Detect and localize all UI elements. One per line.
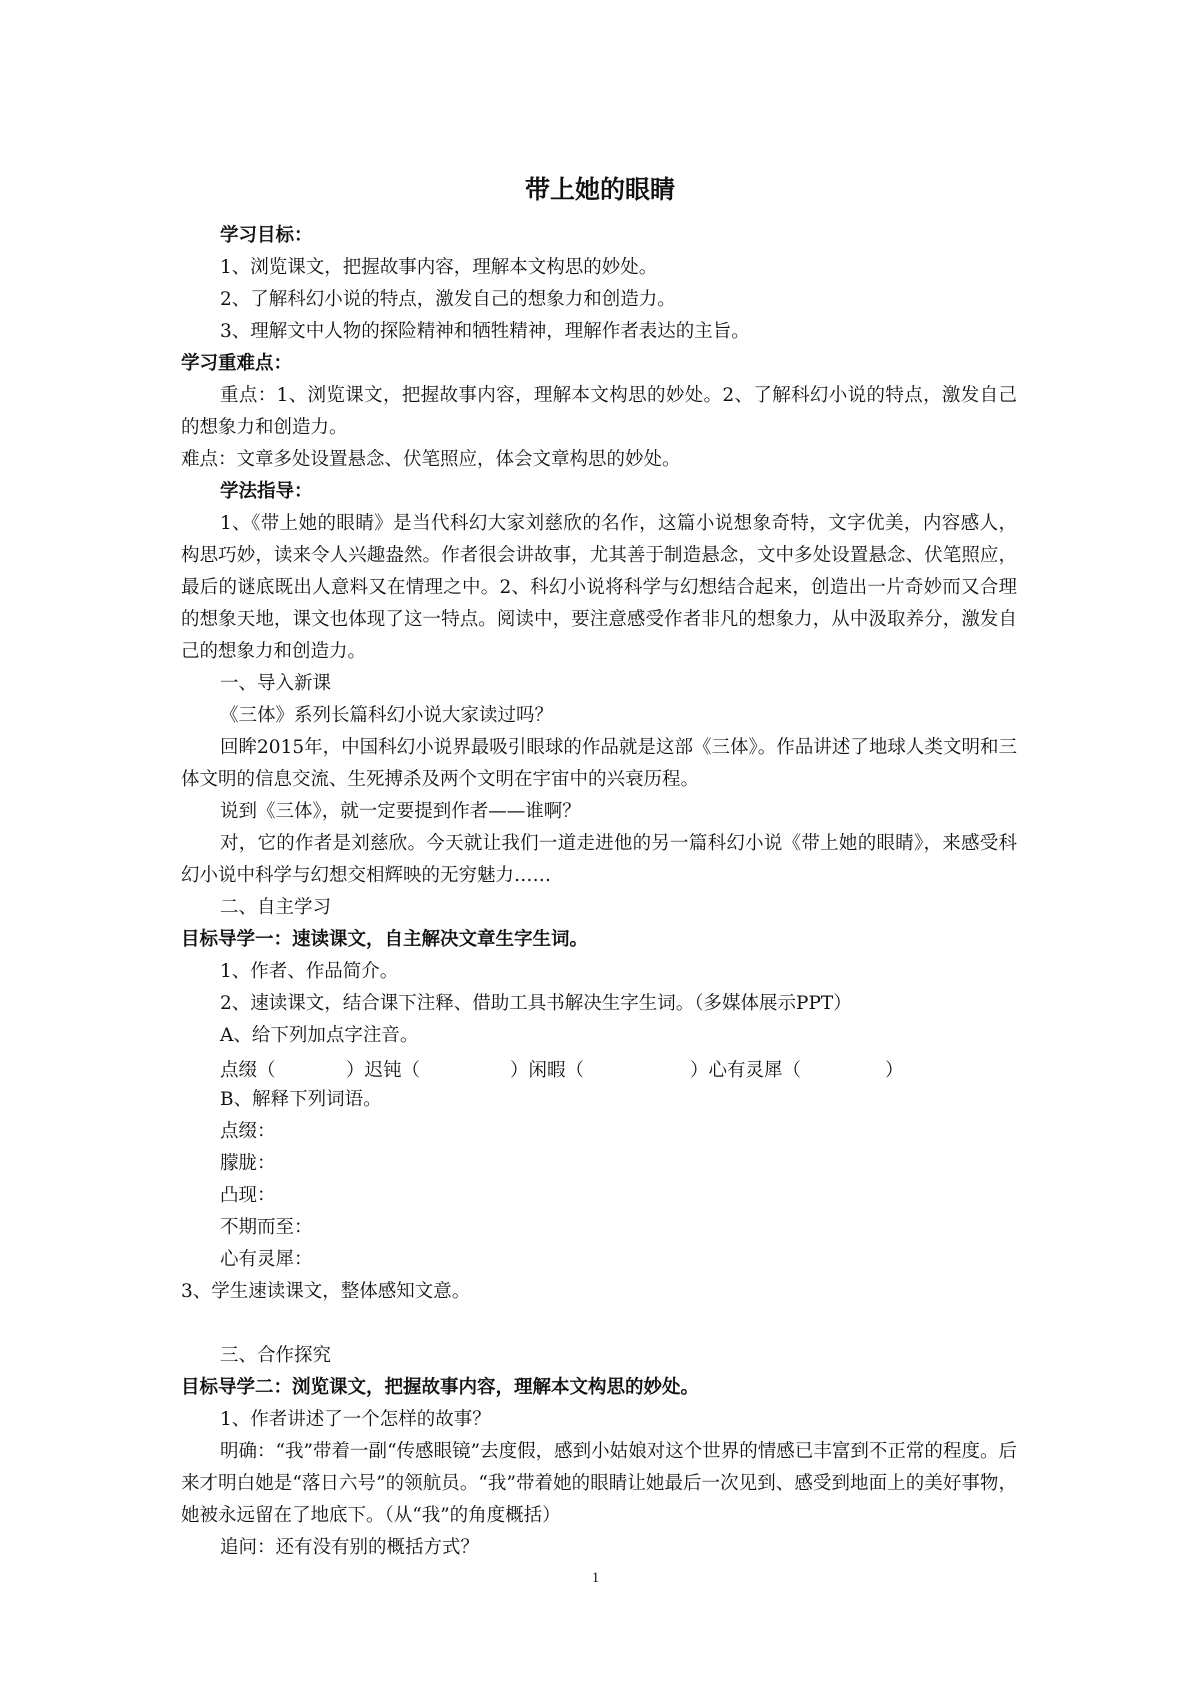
pinyin-blanks	[220, 1055, 904, 1087]
pinyin-blank-1: 点缀（	[220, 1060, 276, 1081]
word-4: 不期而至：	[220, 1217, 313, 1238]
objective-item-1: 1、浏览课文，把握故事内容，理解本文构思的妙处。	[220, 257, 658, 278]
section2-part-b: B、解释下列词语。	[220, 1089, 382, 1110]
section2-item-2: 2、速读课文，结合课下注释、借助工具书解决生字生词。（多媒体展示PPT）	[220, 993, 852, 1014]
word-1: 点缀：	[220, 1121, 276, 1142]
objective-item-2: 2、了解科幻小说的特点，激发自己的想象力和创造力。	[220, 289, 676, 310]
section3-goal: 目标导学二：浏览课文，把握故事内容，理解本文构思的妙处。	[181, 1377, 700, 1398]
section1-line-4: 对，它的作者是刘慈欣。今天就让我们一道走进他的另一篇科幻小说《带上她的眼睛》，来感受科幻小说中科学与幻想交相辉映的无穷魅力……	[181, 833, 1017, 886]
guidance-text: 1、《带上她的眼睛》是当代科幻大家刘慈欣的名作，这篇小说想象奇特，文字优美，内容感人，构思巧妙，读来令人兴趣盎然。作者很会讲故事，尤其善于制造悬念，文中多处设置悬念、伏笔照应，最后的谜底既出人意料又在情理之中。2、科幻小说将科学与幻想结合起来，创造出一片奇妙而又合理的想象天地，课文也体现了这一特点。阅读中，要注意感受作者非凡的想象力，从中汲取养分，激发自己的想象力和创造力。	[181, 513, 1017, 662]
pinyin-blank-3: ）闲暇（	[510, 1060, 585, 1081]
objectives-heading: 学习目标：	[220, 225, 313, 246]
section3-followup: 追问：还有没有别的概括方式？	[220, 1537, 480, 1558]
section1-line-1: 《三体》系列长篇科幻小说大家读过吗？	[220, 705, 554, 726]
pinyin-blank-2: ）迟钝（	[346, 1060, 421, 1081]
section3-question-1: 1、作者讲述了一个怎样的故事？	[220, 1409, 491, 1430]
pinyin-blank-4: ）心有灵犀（	[690, 1060, 802, 1081]
section2-item-3: 3、学生速读课文，整体感知文意。	[181, 1281, 471, 1302]
section2-heading: 二、自主学习	[220, 897, 332, 918]
word-5: 心有灵犀：	[220, 1249, 313, 1270]
section1-line-3: 说到《三体》，就一定要提到作者——谁啊？	[220, 801, 581, 822]
page-title: 带上她的眼睛	[524, 175, 675, 204]
section2-part-a: A、给下列加点字注音。	[220, 1025, 419, 1046]
word-2: 朦胧：	[220, 1153, 276, 1174]
key-points-difficulty: 难点：文章多处设置悬念、伏笔照应，体会文章构思的妙处。	[181, 449, 681, 470]
key-points-focus: 重点：1、浏览课文，把握故事内容，理解本文构思的妙处。2、了解科幻小说的特点，激发自己的想象力和创造力。	[181, 385, 1017, 438]
key-points-heading: 学习重难点：	[181, 353, 293, 374]
objective-item-3: 3、理解文中人物的探险精神和牺牲精神，理解作者表达的主旨。	[220, 321, 750, 342]
word-3: 凸现：	[220, 1185, 276, 1206]
section1-line-2: 回眸2015年，中国科幻小说界最吸引眼球的作品就是这部《三体》。作品讲述了地球人类文明和三体文明的信息交流、生死搏杀及两个文明在宇宙中的兴衰历程。	[181, 737, 1017, 790]
section2-goal: 目标导学一：速读课文，自主解决文章生字生词。	[181, 929, 589, 950]
page-number: 1	[591, 1570, 600, 1586]
guidance-heading: 学法指导：	[220, 481, 313, 502]
section3-answer: 明确：“我”带着一副“传感眼镜”去度假，感到小姑娘对这个世界的情感已丰富到不正常的程度。后来才明白她是“落日六号”的领航员。“我”带着她的眼睛让她最后一次见到、感受到地面上的美好事物，她被永远留在了地底下。（从“我”的角度概括）	[181, 1441, 1017, 1526]
section1-heading: 一、导入新课	[220, 673, 332, 694]
section2-item-1: 1、作者、作品简介。	[220, 961, 399, 982]
pinyin-blank-end: ）	[885, 1060, 904, 1081]
section3-heading: 三、合作探究	[220, 1345, 332, 1366]
